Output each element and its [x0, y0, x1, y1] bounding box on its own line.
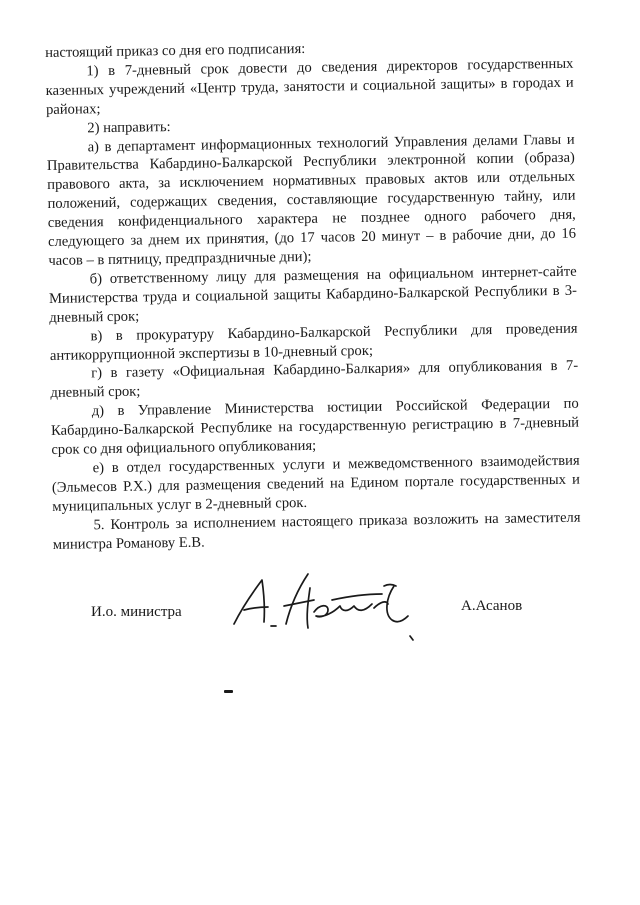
paragraph-subitem-a: а) в департамент информационных технологий Управления делами Главы и Правительства Кабардино-Балкарской Республики электронной копии (образа) правового акта, за исключением нормативных правовых актов или отдельных положений, содержащих сведения, составляющие государственную тайну, или сведения конфиденциального характера не позднее одного рабочего дня, следующего за днем их принятия, (до 17 часов 20 минут – в рабочие дни, до 16 часов – в пятницу, предпраздничные дни); — [46, 131, 577, 269]
handwritten-signature — [224, 564, 434, 648]
paragraph-item-1: 1) в 7-дневный срок довести до сведения директоров государственных казенных учреждений «Центр труда, занятости и социальной защиты» в городах и районах; — [45, 55, 574, 118]
paragraph-item-2: 2) направить: — [87, 118, 171, 136]
paragraph-subitem-v: в) в прокуратуру Кабардино-Балкарской Республики для проведения антикоррупционной экспертизы в 10-дневный срок; — [49, 320, 578, 364]
signatory-position: И.о. министра — [91, 604, 182, 620]
document-body — [45, 36, 581, 555]
paragraph-subitem-g: г) в газету «Официальная Кабардино-Балкария» для опубликования в 7-дневный срок; — [50, 358, 579, 402]
stray-ink-mark — [224, 690, 233, 693]
paragraph-subitem-d: д) в Управление Министерства юстиции Российской Федерации по Кабардино-Балкарской Республике на государственную регистрацию в 7-дневный срок со дня официального опубликования; — [50, 395, 580, 458]
paragraph-intro: настоящий приказ со дня его подписания: — [45, 40, 306, 61]
signature-block — [0, 560, 640, 650]
paragraph-item-5: 5. Контроль за исполнением настоящего приказа возложить на заместителя министра Романову Е.В. — [52, 509, 581, 553]
signatory-name: А.Асанов — [461, 598, 523, 614]
paragraph-subitem-e: е) в отдел государственных услуги и межведомственного взаимодействия (Эльмесов Р.Х.) для размещения сведений на Едином портале государственных и муниципальных услуг в 2-дневный срок. — [51, 452, 581, 515]
paragraph-subitem-b: б) ответственному лицу для размещения на официальном интернет-сайте Министерства труда и социальной защиты Кабардино-Балкарской Республики в 3-дневный срок; — [48, 263, 578, 326]
